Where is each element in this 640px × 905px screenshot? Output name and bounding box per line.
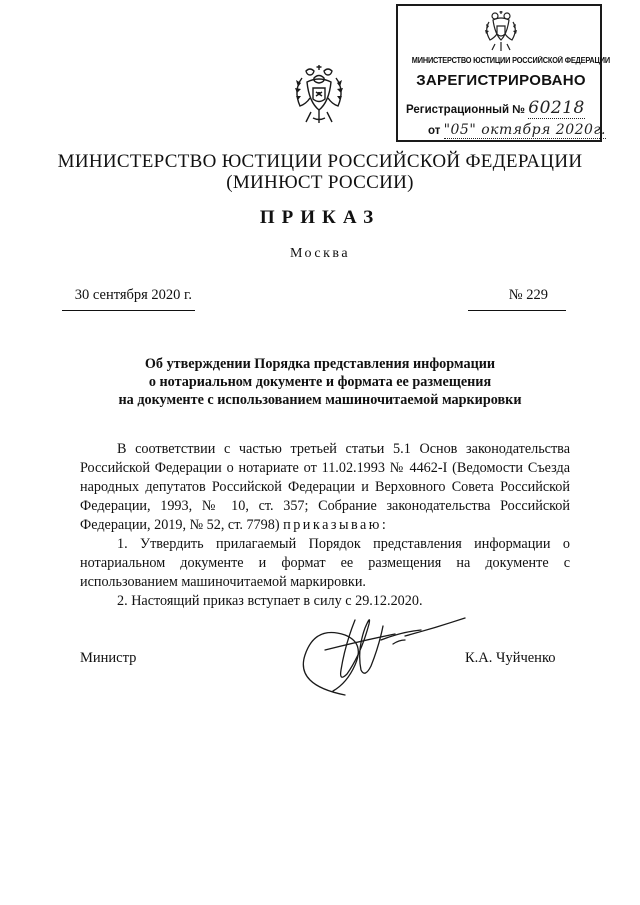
coat-of-arms-icon xyxy=(292,62,346,126)
order-date: 30 сентября 2020 г. xyxy=(74,287,192,303)
stamp-date-label: от xyxy=(428,125,441,137)
signatory-title: Министр xyxy=(80,650,137,666)
stamp-reg-label: Регистрационный № xyxy=(406,104,526,116)
order-date-rule xyxy=(62,310,195,311)
order-body xyxy=(80,440,570,611)
subject-line-2: о нотариальном документе и формата ее размещения xyxy=(148,374,492,390)
registration-stamp xyxy=(396,4,610,142)
preamble-paragraph xyxy=(80,440,570,535)
stamp-registration-number xyxy=(406,98,585,118)
stamp-status-text: ЗАРЕГИСТРИРОВАНО xyxy=(416,72,586,89)
stamp-reg-number-value: 60218 xyxy=(528,98,585,118)
coat-of-arms-icon xyxy=(483,10,519,54)
stamp-registration-date xyxy=(428,122,606,138)
document-city: Москва xyxy=(289,246,351,261)
decree-word: приказываю: xyxy=(283,517,389,533)
ministry-full-name: МИНИСТЕРСТВО ЮСТИЦИИ РОССИЙСКОЙ ФЕДЕРАЦИИ xyxy=(57,151,583,172)
subject-line-3: на документе с использованием машиночитаемой маркировки xyxy=(118,392,522,408)
order-number: № 229 xyxy=(508,287,548,303)
item-2-paragraph: 2. Настоящий приказ вступает в силу с 29.12.2020. xyxy=(117,593,423,609)
handwritten-signature-icon xyxy=(285,600,485,700)
subject-line-1: Об утверждении Порядка представления информации xyxy=(144,356,496,372)
ministry-short-name: (МИНЮСТ РОССИИ) xyxy=(226,172,414,193)
document-type-title: ПРИКАЗ xyxy=(259,207,381,228)
order-number-rule xyxy=(468,310,566,311)
signatory-name: К.А. Чуйченко xyxy=(465,650,556,666)
preamble-text: В соответствии с частью третьей статьи 5.1 Основ законодательства Российской Федерации о нотариате от 11.02.1993 № 4462-I (Ведомости Съезда народных депутатов Российской Федерации и Верховного Совета Российской Федерации, 1993, № 10, ст. 357; Собрание законодательства Российской Федерации, 2019, № 52, ст. 7798) xyxy=(80,441,570,533)
stamp-ministry-text: МИНИСТЕРСТВО ЮСТИЦИИ РОССИЙСКОЙ ФЕДЕРАЦИИ xyxy=(411,56,610,65)
item-1-paragraph: 1. Утвердить прилагаемый Порядок представления информации о нотариальном документе и формат ее размещения на документе с использованием машиночитаемой маркировки. xyxy=(80,536,570,590)
stamp-date-value: "05" октября 2020г. xyxy=(443,122,606,138)
